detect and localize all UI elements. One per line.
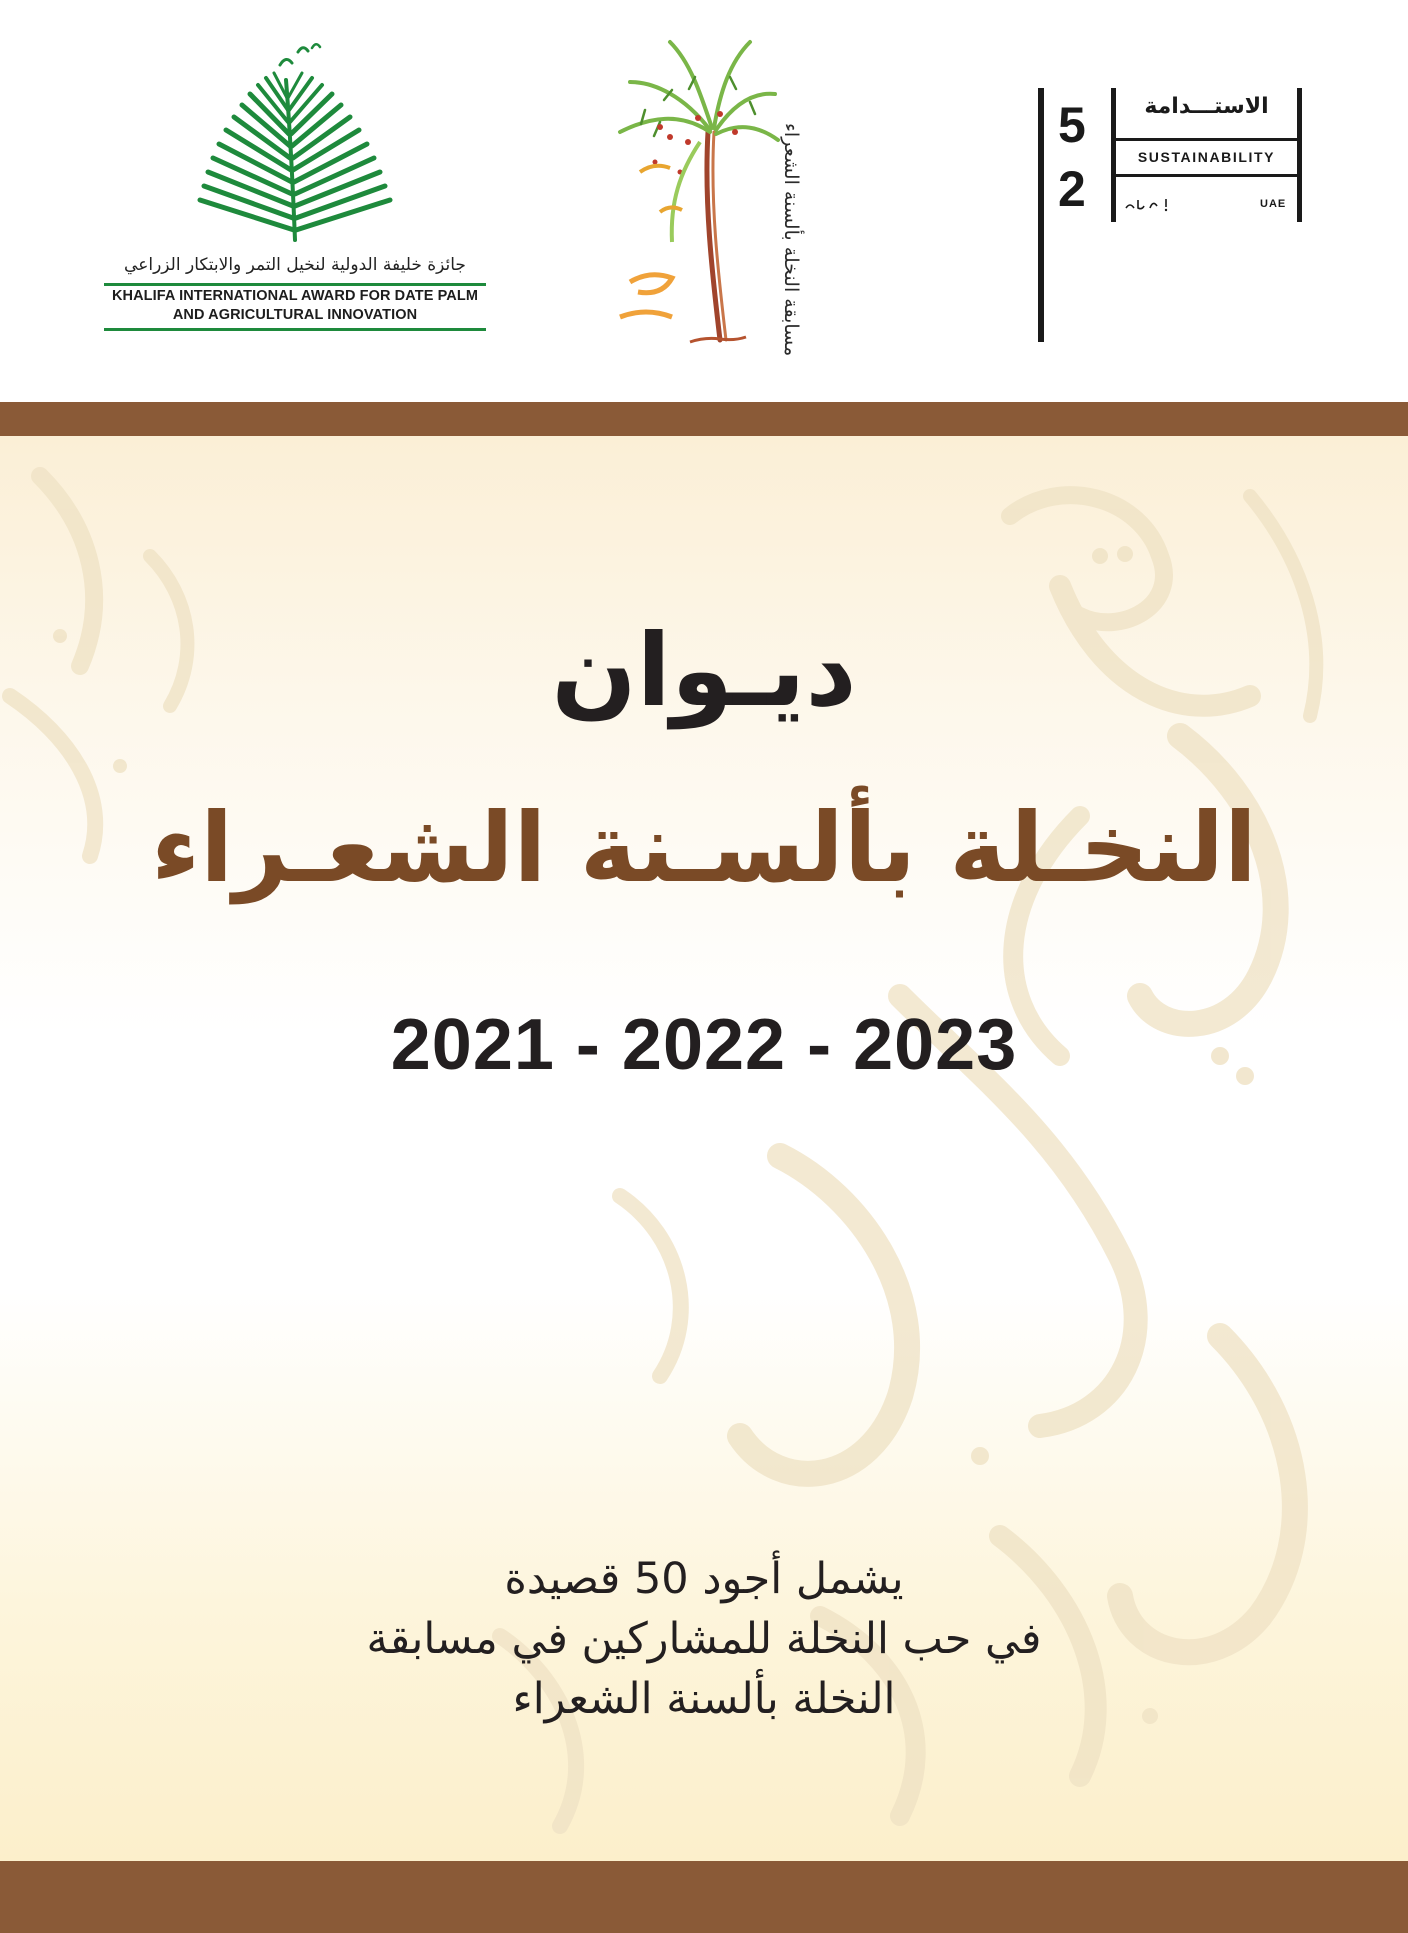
khalifa-award-logo	[100, 30, 490, 340]
bottom-brown-band	[0, 1861, 1408, 1933]
cover-description	[0, 1549, 1408, 1729]
khalifa-logo-top-rule	[104, 283, 486, 286]
cover-years: 2021 - 2022 - 2023	[390, 1005, 1018, 1085]
description-line-1: يشمل أجود 50 قصيدة	[504, 1554, 904, 1604]
cover-body	[0, 436, 1408, 1861]
palm-frond-icon	[100, 30, 490, 250]
sustainability-number-top: 5	[1058, 97, 1086, 153]
sustainability-rule-top	[1116, 138, 1297, 141]
description-line-3: النخلة بألسنة الشعراء	[512, 1674, 896, 1724]
description-line-2: في حب النخلة للمشاركين في مسابقة	[366, 1614, 1042, 1664]
sustainability-vertical-bar	[1038, 88, 1044, 342]
logo-header	[0, 0, 1408, 402]
top-brown-band	[0, 402, 1408, 436]
sustainability-logo	[1036, 88, 1316, 348]
palm-contest-logo	[600, 22, 820, 356]
khalifa-logo-arabic-name: جائزة خليفة الدولية لنخيل التمر والابتكار الزراعي	[124, 255, 466, 275]
khalifa-logo-bottom-rule	[104, 328, 486, 331]
cover-title-subtitle: النخـلة بألسـنة الشعـراء	[151, 792, 1257, 904]
sustainability-rule-bottom	[1116, 174, 1297, 177]
palm-contest-vertical-title: مسابقة النخلة بألسنة الشعراء	[780, 122, 802, 356]
sustainability-number-bottom: 2	[1058, 161, 1086, 217]
sustainability-uae-label: UAE	[1260, 198, 1287, 210]
khalifa-logo-english-line1: KHALIFA INTERNATIONAL AWARD FOR DATE PALM	[111, 288, 479, 304]
sustainability-english-label: SUSTAINABILITY	[1137, 149, 1276, 165]
calligraphy-palm-tree-icon	[600, 22, 780, 352]
khalifa-logo-english-line2: AND AGRICULTURAL INNOVATION	[172, 307, 418, 323]
cover-title-diwan: ديـوان	[551, 612, 857, 729]
sustainability-small-mark-icon	[1124, 196, 1174, 212]
sustainability-arabic-label: الاستـــدامة	[1144, 94, 1269, 119]
